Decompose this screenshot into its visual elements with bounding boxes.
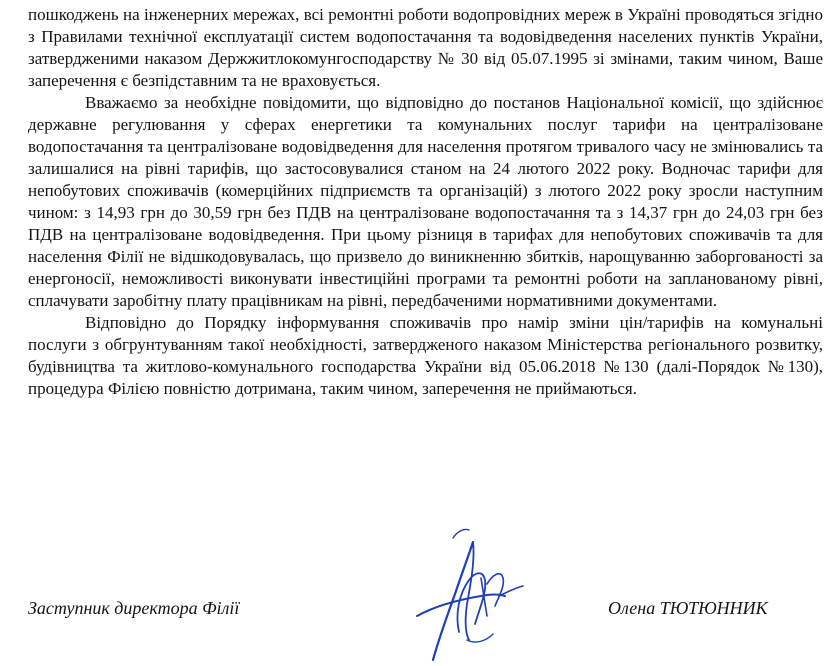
signature-block bbox=[0, 520, 836, 666]
paragraph-procedure: Відповідно до Порядку інформування споживачів про намір зміни цін/тарифів на комунальні послуги з обгрунтуванням такої необхідності, затвердженого наказом Міністерства регіонального розвитку, будівництва та житлово-комунального господарства України від 05.06.2018 №130 (далі-Порядок №130), процедура Філією повністю дотримана, таким чином, заперечення не приймаються. bbox=[28, 313, 823, 398]
handwritten-signature-icon bbox=[395, 520, 535, 666]
signatory-name: Олена ТЮТЮННИК bbox=[608, 598, 768, 618]
letter-body bbox=[28, 4, 823, 400]
signatory-position: Заступник директора Філії bbox=[28, 598, 240, 618]
paragraph-continuation: пошкоджень на інженерних мережах, всі ремонтні роботи водопровідних мереж в Україні проводяться згідно з Правилами технічної експлуатації систем водопостачання та водовідведення населених пунктів України, затвердженими наказом Держжитлокомунгосподарству № 30 від 05.07.1995 зі змінами, таким чином, Ваше заперечення є безпідставним та не враховується. bbox=[28, 5, 823, 90]
paragraph-tariffs: Вважаємо за необхідне повідомити, що відповідно до постанов Національної комісії, що здійснює державне регулювання у сферах енергетики та комунальних послуг тарифи на централізоване водопостачання та централізоване водовідведення для населення протягом тривалого часу не змінювались та залишалися на рівні тарифів, що застосовувалися станом на 24 лютого 2022 року. Водночас тарифи для непобутових споживачів (комерційних підприємств та організацій) з лютого 2022 року зросли наступним чином: з 14,93 грн до 30,59 грн без ПДВ на централізоване водопостачання та з 14,37 грн до 24,03 грн без ПДВ на централізоване водовідведення. При цьому різниця в тарифах для непобутових споживачів та для населення Філії не відшкодовувалась, що призвело до виникненню збитків, нарощуванню заборгованості за енергоносії, неможливості виконувати інвестиційні програми та ремонтні роботи на запланованому рівні, сплачувати заробітну плату працівникам на рівні, передбаченими нормативними документами. bbox=[28, 93, 823, 310]
